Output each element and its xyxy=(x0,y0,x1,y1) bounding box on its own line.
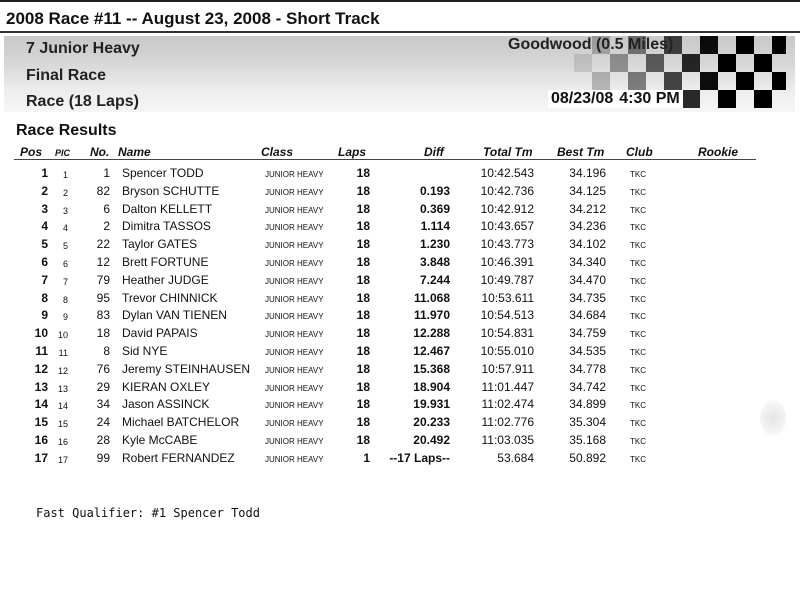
class-cell: JUNIOR HEAVY xyxy=(265,312,324,322)
car-number: 99 xyxy=(96,450,110,465)
car-number: 12 xyxy=(96,255,110,269)
driver-name: David PAPAIS xyxy=(122,326,198,341)
header-best-time: Best Tm xyxy=(557,145,605,159)
driver-name: Bryson SCHUTTE xyxy=(122,183,220,198)
laps-cell: 18 xyxy=(356,433,370,447)
pos-cell: 12 xyxy=(34,361,48,376)
class-cell: JUNIOR HEAVY xyxy=(265,205,324,215)
total-time: 10:53.611 xyxy=(481,290,534,305)
club-cell: TKC xyxy=(630,365,646,375)
laps-cell: 18 xyxy=(356,183,370,198)
report-title-bar xyxy=(0,0,800,34)
class-cell: JUNIOR HEAVY xyxy=(265,187,324,197)
total-time: 10:42.736 xyxy=(480,183,534,198)
table-row xyxy=(0,166,800,184)
laps-cell: 18 xyxy=(356,361,370,376)
best-time: 34.535 xyxy=(569,344,606,358)
diff-cell: 18.904 xyxy=(413,379,450,394)
race-date: 08/23/08 xyxy=(551,90,614,107)
diff-cell: 7.244 xyxy=(419,272,450,287)
laps-cell: 18 xyxy=(356,308,370,323)
report-title: 2008 Race #11 -- August 23, 2008 - Short Track xyxy=(6,9,380,28)
club-cell: TKC xyxy=(630,383,646,393)
best-time: 34.125 xyxy=(569,183,606,198)
best-time: 34.778 xyxy=(569,361,606,376)
top-rule xyxy=(0,0,800,2)
club-cell: TKC xyxy=(630,454,646,464)
table-row xyxy=(0,219,800,237)
diff-cell: 11.970 xyxy=(413,308,450,323)
table-row xyxy=(0,326,800,344)
class-name: 7 Junior Heavy xyxy=(26,40,140,57)
class-cell: JUNIOR HEAVY xyxy=(265,241,324,251)
pic-cell: 9 xyxy=(62,312,68,323)
race-time: 4:30 PM xyxy=(619,90,680,107)
best-time: 34.340 xyxy=(569,255,606,269)
pos-cell: 1 xyxy=(41,166,48,180)
class-cell: JUNIOR HEAVY xyxy=(265,276,324,286)
car-number: 95 xyxy=(96,290,110,305)
driver-name: Dalton KELLETT xyxy=(122,201,213,216)
event-banner xyxy=(4,36,795,112)
diff-cell: 1.230 xyxy=(419,237,450,252)
car-number: 22 xyxy=(96,237,110,252)
pos-cell: 4 xyxy=(41,219,48,234)
best-time: 34.196 xyxy=(569,166,606,180)
pos-cell: 6 xyxy=(41,255,48,269)
table-row xyxy=(0,362,800,380)
club-cell: TKC xyxy=(630,348,646,357)
club-cell: TKC xyxy=(630,294,646,304)
best-time: 34.742 xyxy=(569,379,606,394)
pic-cell: 5 xyxy=(62,241,68,252)
car-number: 34 xyxy=(96,397,110,412)
table-row xyxy=(0,433,800,451)
pos-cell: 13 xyxy=(34,379,48,394)
pic-cell: 12 xyxy=(57,365,68,376)
laps-cell: 18 xyxy=(356,290,370,305)
class-cell: JUNIOR HEAVY xyxy=(265,454,324,464)
table-row xyxy=(0,291,800,309)
laps-cell: 18 xyxy=(356,219,370,234)
laps-cell: 18 xyxy=(356,272,370,287)
driver-name: Brett FORTUNE xyxy=(122,255,209,269)
class-cell: JUNIOR HEAVY xyxy=(265,401,324,411)
driver-name: Michael BATCHELOR xyxy=(122,415,240,430)
total-time: 10:54.513 xyxy=(480,308,534,323)
diff-cell: 0.369 xyxy=(419,201,450,216)
driver-name: Robert FERNANDEZ xyxy=(122,450,235,465)
pos-cell: 3 xyxy=(41,201,48,216)
car-number: 18 xyxy=(96,326,110,341)
race-name: Race (18 Laps) xyxy=(26,93,139,110)
driver-name: Kyle McCABE xyxy=(122,433,198,447)
pic-cell: 1 xyxy=(62,170,68,180)
pic-cell: 8 xyxy=(62,294,68,305)
laps-cell: 18 xyxy=(356,379,370,394)
laps-cell: 18 xyxy=(356,237,370,252)
pos-cell: 10 xyxy=(34,326,48,341)
best-time: 34.236 xyxy=(569,219,606,234)
laps-cell: 18 xyxy=(356,397,370,412)
class-cell: JUNIOR HEAVY xyxy=(265,259,324,268)
pic-cell: 14 xyxy=(57,401,68,412)
header-name: Name xyxy=(118,145,151,159)
car-number: 8 xyxy=(103,344,110,358)
table-row xyxy=(0,451,800,469)
diff-cell: 12.467 xyxy=(413,344,450,358)
class-cell: JUNIOR HEAVY xyxy=(265,294,324,304)
pos-cell: 8 xyxy=(41,290,48,305)
car-number: 82 xyxy=(96,183,110,198)
header-pic: PIC xyxy=(55,148,71,158)
driver-name: Dimitra TASSOS xyxy=(122,219,211,234)
car-number: 76 xyxy=(96,361,110,376)
race-datetime xyxy=(548,90,683,108)
pic-cell: 3 xyxy=(62,205,68,216)
table-row xyxy=(0,255,800,273)
pos-cell: 5 xyxy=(41,237,48,252)
total-time: 10:42.912 xyxy=(480,201,534,216)
diff-cell: 19.931 xyxy=(413,397,450,412)
session-name: Final Race xyxy=(26,67,107,84)
header-laps: Laps xyxy=(338,145,367,159)
total-time: 10:55.010 xyxy=(480,344,534,358)
table-row xyxy=(0,415,800,433)
class-cell: JUNIOR HEAVY xyxy=(265,223,324,233)
club-cell: TKC xyxy=(630,170,646,179)
diff-cell: 20.492 xyxy=(413,433,450,447)
table-row xyxy=(0,344,800,362)
header-diff: Diff xyxy=(424,145,444,159)
best-time: 35.304 xyxy=(569,415,606,430)
club-cell: TKC xyxy=(630,276,646,286)
laps-cell: 1 xyxy=(363,450,370,465)
total-time: 10:43.657 xyxy=(480,219,534,234)
total-time: 11:03.035 xyxy=(481,433,534,447)
laps-cell: 18 xyxy=(356,255,370,269)
total-time: 11:02.474 xyxy=(481,397,534,412)
laps-cell: 18 xyxy=(356,415,370,430)
header-class: Class xyxy=(261,145,294,159)
header-pos: Pos xyxy=(20,145,43,159)
pos-cell: 7 xyxy=(41,272,48,287)
class-cell: JUNIOR HEAVY xyxy=(265,437,324,446)
car-number: 6 xyxy=(103,201,110,216)
pos-cell: 9 xyxy=(41,308,48,323)
pos-cell: 17 xyxy=(34,450,48,465)
club-cell: TKC xyxy=(630,223,646,233)
diff-cell: --17 Laps-- xyxy=(389,450,450,465)
total-time: 10:57.911 xyxy=(481,361,534,376)
total-time: 10:43.773 xyxy=(480,237,534,252)
driver-name: Dylan VAN TIENEN xyxy=(122,308,227,323)
class-cell: JUNIOR HEAVY xyxy=(265,419,324,429)
total-time: 10:42.543 xyxy=(480,166,534,180)
driver-name: Taylor GATES xyxy=(122,237,198,252)
driver-name: Trevor CHINNICK xyxy=(122,290,218,305)
pic-cell: 16 xyxy=(57,437,68,447)
pic-cell: 15 xyxy=(57,419,68,430)
car-number: 24 xyxy=(96,415,110,430)
header-total-time: Total Tm xyxy=(483,145,533,159)
class-cell: JUNIOR HEAVY xyxy=(265,383,324,393)
header-divider xyxy=(14,159,756,160)
driver-name: Jason ASSINCK xyxy=(122,397,210,412)
car-number: 2 xyxy=(103,219,110,234)
fast-qualifier-note: Fast Qualifier: #1 Spencer Todd xyxy=(36,506,260,520)
table-row xyxy=(0,308,800,326)
diff-cell: 12.288 xyxy=(413,326,450,341)
club-cell: TKC xyxy=(630,259,646,268)
driver-name: Heather JUDGE xyxy=(122,272,209,287)
pic-cell: 6 xyxy=(62,259,68,269)
diff-cell: 20.233 xyxy=(413,415,450,430)
car-number: 79 xyxy=(96,272,110,287)
section-title: Race Results xyxy=(16,122,117,139)
track-name: Goodwood (0.5 Miles) xyxy=(508,36,674,53)
table-row xyxy=(0,184,800,202)
pos-cell: 16 xyxy=(34,433,48,447)
total-time: 10:54.831 xyxy=(480,326,534,341)
pos-cell: 2 xyxy=(41,183,48,198)
driver-name: Jeremy STEINHAUSEN xyxy=(122,361,251,376)
laps-cell: 18 xyxy=(356,166,370,180)
total-time: 10:46.391 xyxy=(480,255,534,269)
scan-smudge xyxy=(760,400,786,436)
pic-cell: 7 xyxy=(62,276,68,287)
class-cell: JUNIOR HEAVY xyxy=(265,348,324,357)
pic-cell: 11 xyxy=(58,348,68,358)
best-time: 34.684 xyxy=(569,308,606,323)
best-time: 34.102 xyxy=(569,237,606,252)
total-time: 53.684 xyxy=(497,450,534,465)
club-cell: TKC xyxy=(630,437,646,446)
header-rookie: Rookie xyxy=(698,145,739,159)
total-time: 11:01.447 xyxy=(481,379,534,394)
laps-cell: 18 xyxy=(356,326,370,341)
driver-name: Spencer TODD xyxy=(122,166,204,180)
pic-cell: 2 xyxy=(62,187,68,198)
best-time: 34.759 xyxy=(569,326,606,341)
car-number: 29 xyxy=(96,379,110,394)
header-club: Club xyxy=(626,145,653,159)
car-number: 28 xyxy=(96,433,110,447)
diff-cell: 3.848 xyxy=(419,255,450,269)
pos-cell: 11 xyxy=(35,344,48,358)
diff-cell: 1.114 xyxy=(420,219,450,234)
best-time: 50.892 xyxy=(569,450,606,465)
table-row xyxy=(0,237,800,255)
club-cell: TKC xyxy=(630,241,646,251)
diff-cell: 0.193 xyxy=(419,183,450,198)
best-time: 34.470 xyxy=(569,272,606,287)
best-time: 34.735 xyxy=(569,290,606,305)
club-cell: TKC xyxy=(630,187,646,197)
table-row xyxy=(0,380,800,398)
laps-cell: 18 xyxy=(356,201,370,216)
table-row xyxy=(0,273,800,291)
pos-cell: 15 xyxy=(34,415,48,430)
driver-name: Sid NYE xyxy=(122,344,168,358)
table-row xyxy=(0,397,800,415)
pic-cell: 13 xyxy=(57,383,68,394)
table-row xyxy=(0,202,800,220)
class-cell: JUNIOR HEAVY xyxy=(265,330,324,340)
header-no: No. xyxy=(90,145,110,159)
club-cell: TKC xyxy=(630,401,646,411)
title-divider xyxy=(0,31,800,33)
total-time: 11:02.776 xyxy=(481,415,534,430)
class-cell: JUNIOR HEAVY xyxy=(265,365,324,375)
car-number: 1 xyxy=(103,166,110,180)
diff-cell: 15.368 xyxy=(413,361,450,376)
best-time: 34.212 xyxy=(569,201,606,216)
pos-cell: 14 xyxy=(34,397,48,412)
club-cell: TKC xyxy=(630,312,646,322)
pic-cell: 4 xyxy=(62,223,68,234)
pic-cell: 17 xyxy=(57,454,68,465)
club-cell: TKC xyxy=(630,330,646,340)
diff-cell: 11.068 xyxy=(413,290,450,305)
club-cell: TKC xyxy=(630,205,646,215)
pic-cell: 10 xyxy=(57,330,68,341)
laps-cell: 18 xyxy=(356,344,370,358)
club-cell: TKC xyxy=(630,419,646,429)
best-time: 35.168 xyxy=(569,433,606,447)
car-number: 83 xyxy=(96,308,110,323)
driver-name: KIERAN OXLEY xyxy=(122,379,211,394)
best-time: 34.899 xyxy=(569,397,606,412)
total-time: 10:49.787 xyxy=(480,272,534,287)
class-cell: JUNIOR HEAVY xyxy=(265,170,324,179)
